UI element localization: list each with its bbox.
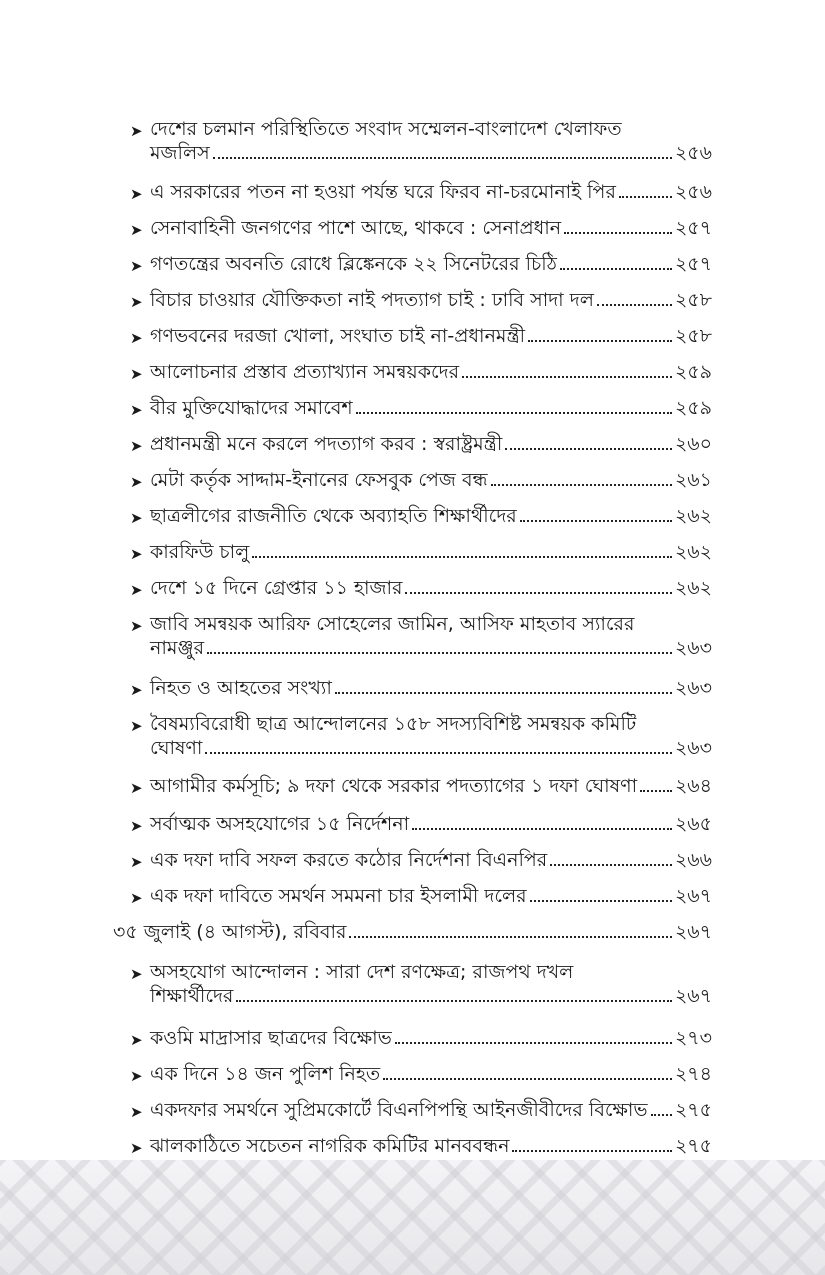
dot-leader [462, 376, 672, 378]
page-number: ২৬৩ [674, 637, 712, 659]
toc-entry[interactable] [130, 540, 712, 564]
toc-entry[interactable] [130, 884, 712, 908]
toc-entry[interactable] [130, 576, 712, 600]
toc-entry[interactable] [130, 468, 712, 492]
toc-entry[interactable] [130, 774, 712, 798]
entry-title: বিচার চাওয়ার যৌক্তিকতা নাই পদত্যাগ চাই : ঢাবি সাদা দল [150, 289, 594, 311]
entry-title-line2: ঘোষণা [150, 737, 203, 759]
toc-entry[interactable] [130, 396, 712, 420]
arrow-bullet-icon: ➤ [130, 681, 143, 699]
page-number: ২৬২ [674, 577, 712, 599]
page-number: ২৭৫ [674, 1099, 712, 1121]
toc-entry[interactable] [130, 1134, 712, 1158]
arrow-bullet-icon: ➤ [130, 365, 143, 383]
dot-leader [207, 652, 672, 654]
entry-title: সর্বাত্মক অসহযোগের ১৫ নির্দেশনা [150, 813, 410, 835]
toc-entry[interactable] [130, 180, 712, 204]
arrow-bullet-icon: ➤ [130, 221, 143, 239]
entry-title: আলোচনার প্রস্তাব প্রত্যাখ্যান সমন্বয়কদের [150, 361, 460, 383]
arrow-bullet-icon: ➤ [130, 185, 143, 203]
dot-leader [564, 232, 672, 234]
arrow-bullet-icon: ➤ [130, 965, 143, 983]
entry-title: সেনাবাহিনী জনগণের পাশে আছে, থাকবে : সেনাপ্রধান [150, 217, 562, 239]
arrow-bullet-icon: ➤ [130, 122, 143, 140]
page-number: ২৬৫ [674, 813, 712, 835]
entry-title: নিহত ও আহতের সংখ্যা [150, 677, 332, 699]
entry-title: বীর মুক্তিযোদ্ধাদের সমাবেশ [150, 397, 353, 419]
toc-entry[interactable] [130, 216, 712, 240]
toc-entry[interactable] [130, 1026, 712, 1050]
dot-leader [236, 1000, 672, 1002]
arrow-bullet-icon: ➤ [130, 401, 143, 419]
page-number: ২৫৮ [674, 289, 712, 311]
page-number: ২৫৬ [674, 142, 712, 164]
arrow-bullet-icon: ➤ [130, 617, 143, 635]
dot-leader [405, 592, 671, 594]
arrow-bullet-icon: ➤ [130, 473, 143, 491]
dot-leader [640, 790, 672, 792]
date-heading[interactable] [113, 920, 712, 944]
page-number: ২৫৮ [674, 325, 712, 347]
dot-leader [597, 304, 672, 306]
entry-title: দেশে ১৫ দিনে গ্রেপ্তার ১১ হাজার [150, 577, 403, 599]
entry-title-line1: জাবি সমন্বয়ক আরিফ সোহেলের জামিন, আসিফ মাহতাব স্যারের [150, 613, 635, 635]
arrow-bullet-icon: ➤ [130, 1031, 143, 1049]
arrow-bullet-icon: ➤ [130, 581, 143, 599]
arrow-bullet-icon: ➤ [130, 545, 143, 563]
entry-title-line2: নামঞ্জুর [150, 637, 205, 659]
entry-title-line2: মজলিস [150, 142, 210, 164]
page-number: ২৭৩ [674, 1027, 712, 1049]
toc-entry[interactable] [130, 432, 712, 456]
toc-entry[interactable] [130, 960, 712, 1008]
dot-leader [205, 752, 672, 754]
entry-title: মেটা কর্তৃক সাদ্দাম-ইনানের ফেসবুক পেজ বন্ধ [150, 469, 488, 491]
entry-title-line1: অসহযোগ আন্দোলন : সারা দেশ রণক্ষেত্র; রাজপথ দখল [150, 961, 574, 983]
page-number: ২৬৩ [674, 677, 712, 699]
dot-leader [550, 864, 672, 866]
arrow-bullet-icon: ➤ [130, 853, 143, 871]
arrow-bullet-icon: ➤ [130, 257, 143, 275]
toc-entry[interactable] [130, 712, 712, 760]
entry-title: এ সরকারের পতন না হওয়া পর্যন্ত ঘরে ফিরব না-চরমোনাই পির [150, 181, 616, 203]
toc-entry[interactable] [130, 676, 712, 700]
entry-title: গণভবনের দরজা খোলা, সংঘাত চাই না-প্রধানমন্ত্রী [150, 325, 526, 347]
toc-entry[interactable] [130, 812, 712, 836]
page-number: ২৬০ [674, 433, 712, 455]
toc-entry[interactable] [130, 288, 712, 312]
entry-title: ছাত্রলীগের রাজনীতি থেকে অব্যাহতি শিক্ষার্থীদের [150, 505, 517, 527]
page-number: ২৭৪ [674, 1063, 712, 1085]
entry-title: কওমি মাদ্রাসার ছাত্রদের বিক্ষোভ [150, 1027, 392, 1049]
entry-title: প্রধানমন্ত্রী মনে করলে পদত্যাগ করব : স্বরাষ্ট্রমন্ত্রী [150, 433, 503, 455]
date-heading-title: ৩৫ জুলাই (৪ আগস্ট), রবিবার [113, 921, 347, 943]
dot-leader [512, 1150, 671, 1152]
toc-entry[interactable] [130, 848, 712, 872]
dot-leader [520, 520, 672, 522]
toc-entry[interactable] [130, 324, 712, 348]
page-number: ২৬১ [674, 469, 712, 491]
page-number: ২৫৭ [674, 217, 712, 239]
page-number: ২৫৬ [674, 181, 712, 203]
arrow-bullet-icon: ➤ [130, 1103, 143, 1121]
page-number: ২৬৬ [674, 849, 712, 871]
arrow-bullet-icon: ➤ [130, 329, 143, 347]
entry-title: কারফিউ চালু [150, 541, 250, 563]
page-number: ২৬৭ [674, 885, 712, 907]
dot-leader [335, 692, 672, 694]
page-number: ২৬৩ [674, 737, 712, 759]
entry-title: এক দফা দাবি সফল করতে কঠোর নির্দেশনা বিএনপির [150, 849, 548, 871]
dot-leader [395, 1042, 672, 1044]
arrow-bullet-icon: ➤ [130, 817, 143, 835]
page-number: ২৬৭ [674, 921, 712, 943]
entry-title-line1: দেশের চলমান পরিস্থিতিতে সংবাদ সম্মেলন-বাংলাদেশ খেলাফত [150, 118, 622, 140]
arrow-bullet-icon: ➤ [130, 509, 143, 527]
dot-leader [412, 828, 672, 830]
page-number: ২৫৯ [674, 361, 712, 383]
arrow-bullet-icon: ➤ [130, 889, 143, 907]
arrow-bullet-icon: ➤ [130, 779, 143, 797]
arrow-bullet-icon: ➤ [130, 717, 143, 735]
page-number: ২৬২ [674, 541, 712, 563]
dot-leader [349, 936, 671, 938]
dot-leader [619, 196, 672, 198]
toc-entry[interactable] [130, 252, 712, 276]
arrow-bullet-icon: ➤ [130, 293, 143, 311]
dot-leader [530, 900, 672, 902]
toc-entry[interactable] [130, 360, 712, 384]
page-number: ২৭৫ [674, 1135, 712, 1157]
dot-leader [491, 484, 672, 486]
entry-title: এক দিনে ১৪ জন পুলিশ নিহত [150, 1063, 381, 1085]
dot-leader [356, 412, 672, 414]
entry-title: এক দফা দাবিতে সমর্থন সমমনা চার ইসলামী দলের [150, 885, 527, 907]
page-number: ২৬২ [674, 505, 712, 527]
dot-leader [651, 1114, 672, 1116]
toc-entry[interactable] [130, 612, 712, 660]
dot-leader [213, 157, 672, 159]
entry-title: গণতন্ত্রের অবনতি রোধে ব্লিঙ্কেনকে ২২ সিনেটরের চিঠি [150, 253, 557, 275]
page-number: ২৫৯ [674, 397, 712, 419]
entry-title: ঝালকাঠিতে সচেতন নাগরিক কমিটির মানববন্ধন [150, 1135, 510, 1157]
dot-leader [383, 1078, 672, 1080]
dot-leader [252, 556, 672, 558]
arrow-bullet-icon: ➤ [130, 1067, 143, 1085]
toc-entry[interactable] [130, 117, 712, 165]
decorative-footer-pattern [0, 1160, 825, 1275]
arrow-bullet-icon: ➤ [130, 437, 143, 455]
page-number: ২৬৪ [674, 775, 712, 797]
entry-title: আগামীর কর্মসূচি; ৯ দফা থেকে সরকার পদত্যাগের ১ দফা ঘোষণা [150, 775, 638, 797]
dot-leader [560, 268, 672, 270]
entry-title: একদফার সমর্থনে সুপ্রিমকোর্টে বিএনপিপন্থি আইনজীবীদের বিক্ষোভ [150, 1099, 648, 1121]
entry-title-line2: শিক্ষার্থীদের [150, 985, 234, 1007]
page-number: ২৬৭ [674, 985, 712, 1007]
toc-entry[interactable] [130, 504, 712, 528]
page-number: ২৫৭ [674, 253, 712, 275]
dot-leader [505, 448, 672, 450]
dot-leader [528, 340, 672, 342]
arrow-bullet-icon: ➤ [130, 1139, 143, 1157]
toc-entry[interactable] [130, 1062, 712, 1086]
entry-title-line1: বৈষম্যবিরোধী ছাত্র আন্দোলনের ১৫৮ সদস্যবিশিষ্ট সমন্বয়ক কমিটি [150, 713, 637, 735]
toc-entry[interactable] [130, 1098, 712, 1122]
